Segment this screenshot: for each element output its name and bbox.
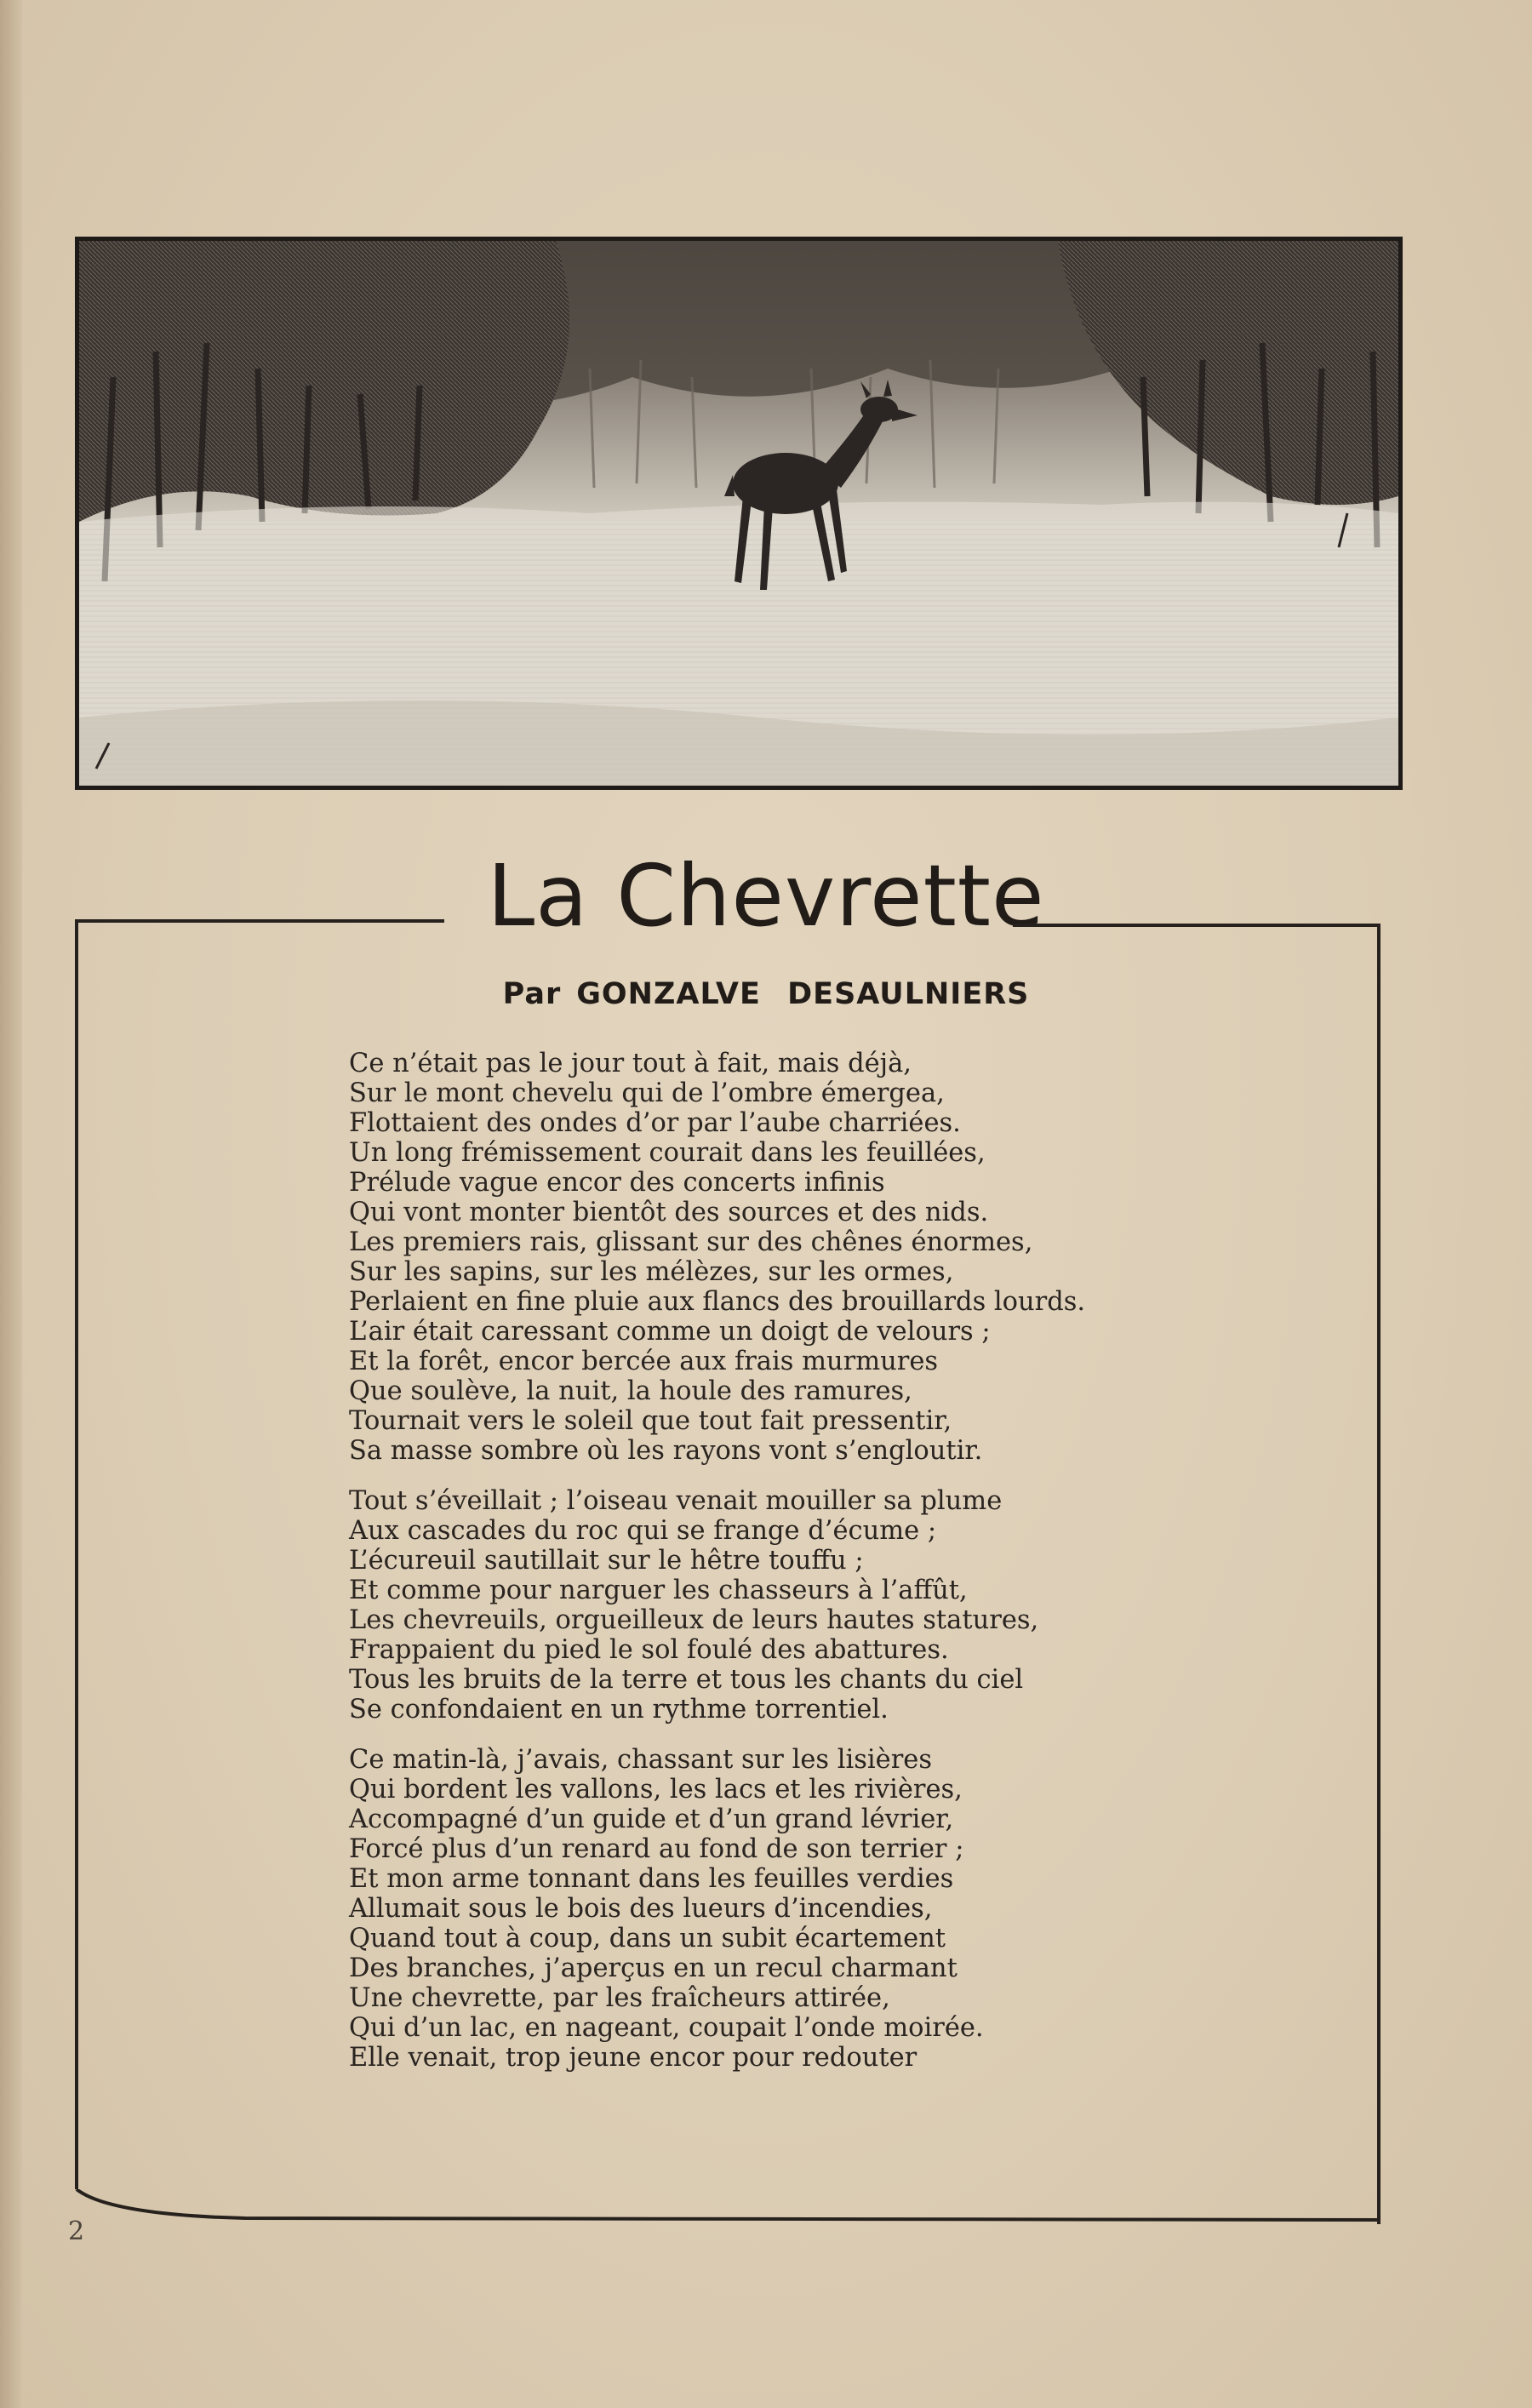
poem-line: Qui d’un lac, en nageant, coupait l’onde moirée. <box>349 2013 984 2043</box>
poem-line: Les premiers rais, glissant sur des chênes énormes, <box>349 1227 1033 1257</box>
stanza <box>349 1486 1200 1724</box>
binding-edge <box>0 0 22 2408</box>
frame-border-bottom <box>75 2189 1381 2228</box>
page-number: 2 <box>68 2216 85 2246</box>
byline-prefix: Par <box>502 977 562 1011</box>
article-title: La Chevrette <box>487 846 1045 946</box>
poem-line: Forcé plus d’un renard au fond de son terrier ; <box>349 1834 964 1864</box>
title-rule-left <box>78 919 444 923</box>
deer-illustration <box>75 237 1403 790</box>
poem-line: Les chevreuils, orgueilleux de leurs hautes statures, <box>349 1605 1039 1635</box>
poem-line: Qui vont monter bientôt des sources et des nids. <box>349 1198 989 1227</box>
poem-line: Une chevrette, par les fraîcheurs attirée, <box>349 1983 890 2013</box>
poem-line: Accompagné d’un guide et d’un grand lévrier, <box>349 1805 954 1834</box>
poem-line: Que soulève, la nuit, la houle des ramures, <box>349 1376 912 1406</box>
poem-line: Tous les bruits de la terre et tous les chants du ciel <box>349 1665 1024 1695</box>
poem-line: Elle venait, trop jeune encor pour redouter <box>349 2043 917 2073</box>
poem-line: Des branches, j’aperçus en un recul charmant <box>349 1953 958 1983</box>
poem-line: Ce n’était pas le jour tout à fait, mais déjà, <box>349 1049 912 1078</box>
poem-line: Frappaient du pied le sol foulé des abattures. <box>349 1635 949 1665</box>
poem-line: L’écureuil sautillait sur le hêtre touffu ; <box>349 1546 864 1576</box>
poem-line: Tournait vers le soleil que tout fait pressentir, <box>349 1406 952 1436</box>
frame-border-right <box>1377 925 1381 2224</box>
poem-line: Prélude vague encor des concerts infinis <box>349 1168 885 1198</box>
poem-line: Sur les sapins, sur les mélèzes, sur les ormes, <box>349 1257 954 1287</box>
poem-line: L’air était caressant comme un doigt de velours ; <box>349 1317 991 1347</box>
poem-line: Se confondaient en un rythme torrentiel. <box>349 1695 889 1724</box>
poem-line: Ce matin-là, j’avais, chassant sur les lisières <box>349 1745 932 1775</box>
poem-line: Et comme pour narguer les chasseurs à l’affût, <box>349 1576 968 1605</box>
frame-border-left <box>75 919 78 2189</box>
poem-line: Sur le mont chevelu qui de l’ombre émergea, <box>349 1078 945 1108</box>
poem-line: Et la forêt, encor bercée aux frais murmures <box>349 1347 939 1376</box>
stanza <box>349 1049 1200 1466</box>
poem-line: Quand tout à coup, dans un subit écartement <box>349 1924 946 1953</box>
poem-line: Et mon arme tonnant dans les feuilles verdies <box>349 1864 954 1894</box>
poem-body <box>349 1049 1200 2093</box>
stanza <box>349 1745 1200 2073</box>
byline <box>0 977 1532 1011</box>
poem-line: Sa masse sombre où les rayons vont s’engloutir. <box>349 1436 983 1466</box>
poem-line: Un long frémissement courait dans les feuillées, <box>349 1138 986 1168</box>
snowy-forest-deer-engraving <box>79 241 1398 786</box>
poem-line: Aux cascades du roc qui se frange d’écume ; <box>349 1516 937 1546</box>
poem-line: Qui bordent les vallons, les lacs et les rivières, <box>349 1775 963 1805</box>
poem-line: Perlaient en fine pluie aux flancs des brouillards lourds. <box>349 1287 1086 1317</box>
author-name: GONZALVE DESAULNIERS <box>576 977 1030 1011</box>
poem-line: Flottaient des ondes d’or par l’aube charriées. <box>349 1108 961 1138</box>
poem-line: Allumait sous le bois des lueurs d’incendies, <box>349 1894 933 1924</box>
poem-line: Tout s’éveillait ; l’oiseau venait mouiller sa plume <box>349 1486 1003 1516</box>
title-rule-right <box>1013 924 1381 927</box>
